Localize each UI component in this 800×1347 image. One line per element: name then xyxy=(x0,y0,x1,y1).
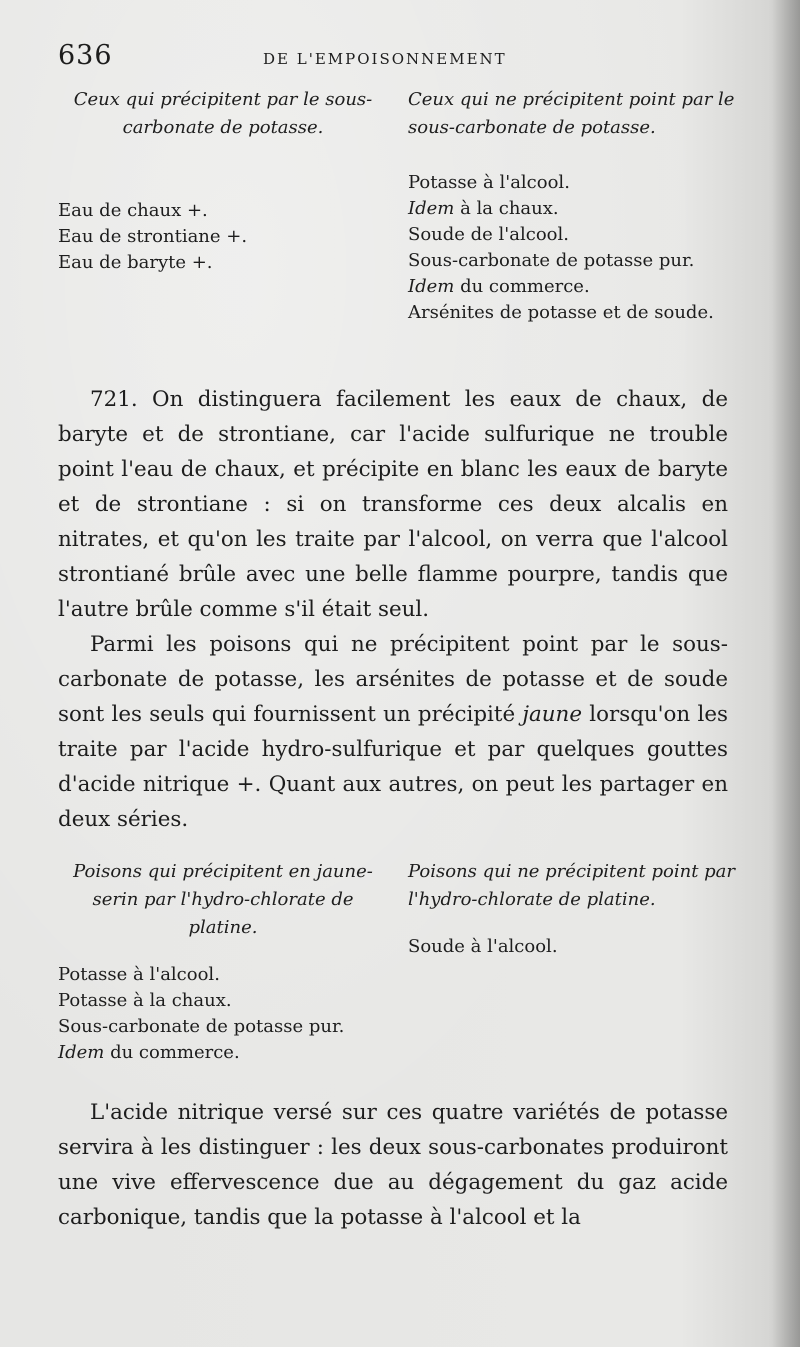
page-number: 636 xyxy=(58,40,113,71)
table1-left-column xyxy=(58,86,388,276)
list-item: Eau de chaux +. xyxy=(58,200,208,221)
list-item: Soude à l'alcool. xyxy=(408,936,558,957)
table1-right-list xyxy=(408,170,738,326)
paragraph-poisons: Parmi les poisons qui ne précipitent point par le sous-carbonate de potasse, les arsénites de potasse et de soude sont les seuls qui fournissent un précipité jaune lorsqu'on les traite par l'acide hydro-sulfurique et par quelques gouttes d'acide nitrique +. Quant aux autres, on peut les partager en deux séries. xyxy=(58,632,728,832)
list-item: Potasse à l'alcool. xyxy=(408,172,570,193)
table1-left-heading: Ceux qui précipitent par le sous-carbonate de potasse. xyxy=(73,89,373,138)
page-edge-shadow xyxy=(772,0,800,1347)
page-header xyxy=(58,40,728,74)
table2-right-column xyxy=(408,858,738,960)
list-item: Soude de l'alcool. xyxy=(408,224,569,245)
table1-left-list xyxy=(58,198,388,276)
list-item: Arsénites de potasse et de soude. xyxy=(408,302,714,323)
table2-left-column xyxy=(58,858,388,1066)
list-item: Idem du commerce. xyxy=(408,276,590,297)
body-text-block xyxy=(58,382,728,837)
list-item: Potasse à l'alcool. xyxy=(58,964,220,985)
paragraph-721: 721. On distinguera facilement les eaux de chaux, de baryte et de strontiane, car l'acide sulfurique ne trouble point l'eau de chaux, et précipite en blanc les eaux de baryte et de strontiane : si on transforme ces deux alcalis en nitrates, et qu'on les traite par l'alcool, on verra que l'alcool strontiané brûle avec une belle flamme pourpre, tandis que l'autre brûle comme s'il était seul. xyxy=(58,387,728,622)
running-head: DE L'EMPOISONNEMENT xyxy=(263,50,507,68)
list-item: Eau de strontiane +. xyxy=(58,226,248,247)
table1-right-column xyxy=(408,86,738,326)
list-item: Eau de baryte +. xyxy=(58,252,213,273)
list-item: Idem à la chaux. xyxy=(408,198,559,219)
table2-right-list xyxy=(408,934,738,960)
table2-left-list xyxy=(58,962,388,1066)
body-text-block-2 xyxy=(58,1095,728,1235)
table1-right-heading: Ceux qui ne précipitent point par le sous-carbonate de potasse. xyxy=(408,89,735,138)
list-item: Potasse à la chaux. xyxy=(58,990,232,1011)
table2-left-heading: Poisons qui précipitent en jaune-serin par l'hydro-chlorate de platine. xyxy=(73,861,373,938)
list-item: Sous-carbonate de potasse pur. xyxy=(58,1016,345,1037)
paragraph-nitric-acid: L'acide nitrique versé sur ces quatre variétés de potasse servira à les distinguer : les deux sous-carbonates produiront une vive effervescence due au dégagement du gaz acide carbonique, tandis que la potasse à l'alcool et la xyxy=(58,1100,728,1230)
list-item: Sous-carbonate de potasse pur. xyxy=(408,250,695,271)
list-item: Idem du commerce. xyxy=(58,1042,240,1063)
table2-right-heading: Poisons qui ne précipitent point par l'hydro-chlorate de platine. xyxy=(408,861,736,910)
